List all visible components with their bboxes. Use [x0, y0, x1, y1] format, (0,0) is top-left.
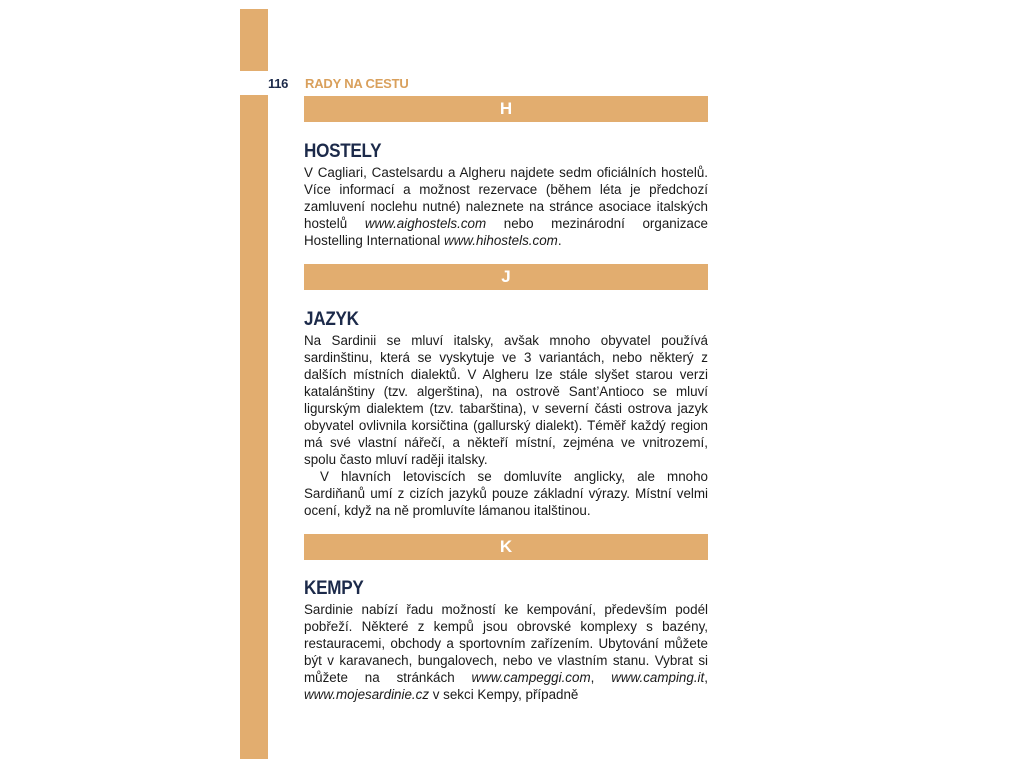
text-run: V Cagliari, Castelsardu a Algheru najdete sedm oficiálních hostelů. Více informací a možnost rezervace (během léta je předchozí zamluvení noclehu nutné) naleznete na stránce asociace italských hostelů: [304, 165, 708, 231]
text-run: V hlavních letoviscích se domluvíte anglicky, ale mnoho Sardiňanů umí z cizích jazyků pouze základní výrazy. Místní velmi ocení, když na ně promluvíte lámanou italštinou.: [304, 469, 708, 518]
section-letter-j: J: [304, 264, 708, 290]
section-title-hostely: HOSTELY: [304, 141, 382, 162]
page-number: 116: [268, 76, 289, 91]
text-run: ,: [704, 670, 708, 685]
web-address: www.mojesardinie.cz: [304, 687, 430, 702]
section-title-jazyk: JAZYK: [304, 309, 359, 330]
web-address: www.campeggi.com: [471, 670, 591, 685]
text-run: v sekci Kempy, případně: [429, 687, 579, 702]
section-letter-k: K: [304, 534, 708, 560]
section-body-kempy: [304, 601, 708, 703]
web-address: www.aighostels.com: [364, 216, 487, 231]
side-color-bar: [240, 95, 268, 759]
text-run: .: [557, 233, 562, 248]
text-run: Sardinie nabízí řadu možností ke kempování, především podél pobřeží. Některé z kempů jsou obrovské komplexy s bazény, restauracemi, obchody a sportovním zařízením. Ubytování můžete být v karavanech, bungalovech, nebo ve vlastním stanu. Vybrat si můžete na stránkách: [304, 602, 708, 685]
text-run: Na Sardinii se mluví italsky, avšak mnoho obyvatel používá sardinštinu, která se vyskytuje ve 3 variantách, nebo některý z dalších místních dialektů. V Algheru lze stále slyšet starou verzi katalánštiny (tzv. algerština), na ostrově Sant’Antioco se mluví ligurským dialektem (tzv. tabarština), v severní části ostrova jazyk obyvatel ovlivnila korsičtina (gallurský dialekt). Téměř každý region má své vlastní nářečí, a někteří místní, zejména ve vnitrozemí, spolu často mluví raději italsky.: [304, 333, 708, 467]
side-color-bar-top: [240, 9, 268, 71]
text-run: nebo mezinárodní organizace Hostelling International: [304, 216, 708, 248]
section-body-jazyk: [304, 332, 708, 519]
section-body-hostely: [304, 164, 708, 249]
web-address: www.camping.it: [611, 670, 705, 685]
paragraph: [304, 468, 708, 519]
paragraph: [304, 332, 708, 468]
running-head: RADY NA CESTU: [305, 76, 409, 91]
section-title-kempy: KEMPY: [304, 578, 364, 599]
paragraph: [304, 164, 708, 249]
section-letter-h: H: [304, 96, 708, 122]
text-run: ,: [590, 670, 612, 685]
paragraph: [304, 601, 708, 703]
web-address: www.hihostels.com: [443, 233, 558, 248]
